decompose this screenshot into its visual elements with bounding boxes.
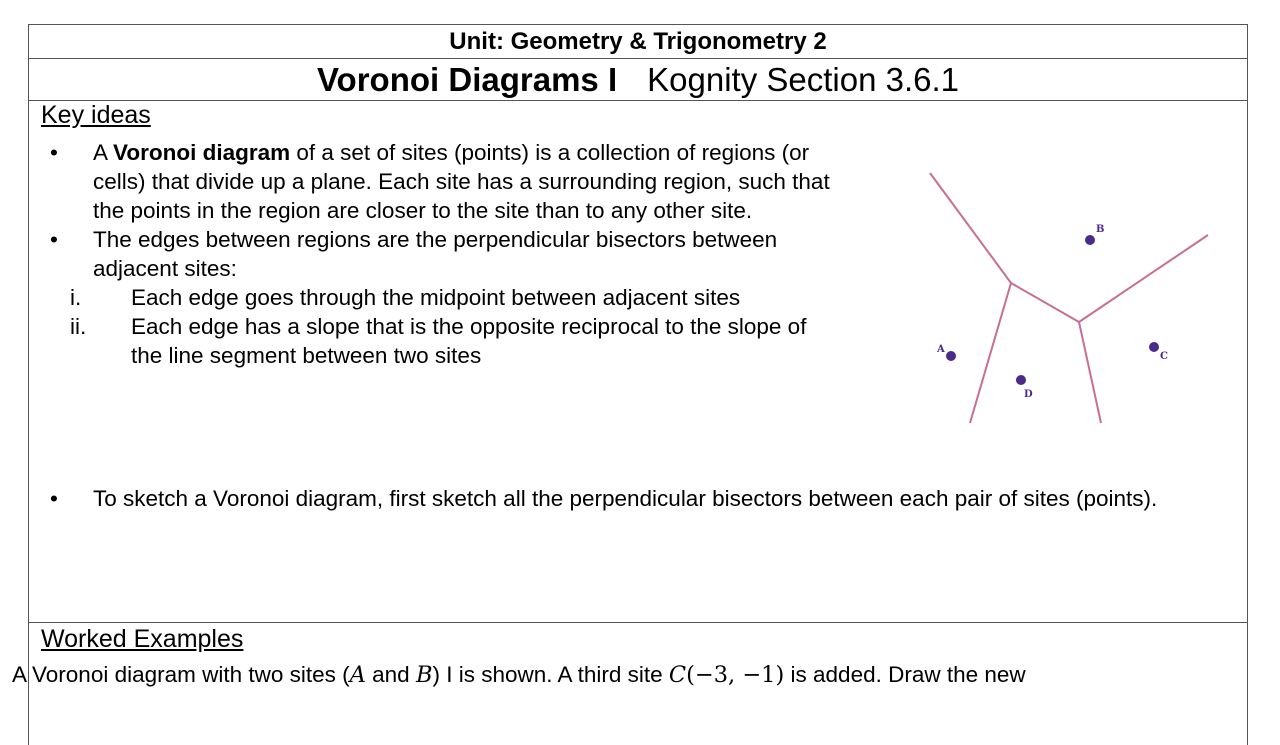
site-label-d: D [1024, 389, 1033, 400]
example-text-3: is added. Draw the new [784, 662, 1026, 687]
voronoi-edge [1079, 322, 1101, 423]
site-point-b [1085, 235, 1095, 245]
math-coords: (−3, −1) [686, 662, 785, 688]
math-site-b: B [415, 662, 433, 688]
sub-item-number: i. [70, 285, 82, 310]
sub-item-midpoint [50, 283, 840, 312]
bullet-sketch-instructions [50, 484, 1200, 513]
example-text-1: A Voronoi diagram with two sites ( [12, 662, 350, 687]
key-ideas-heading: Key ideas [41, 101, 151, 129]
site-point-c [1149, 342, 1159, 352]
title-main: Voronoi Diagrams I [317, 61, 618, 98]
site-label-c: C [1160, 351, 1168, 362]
site-label-b: B [1096, 224, 1105, 235]
voronoi-sites [936, 224, 1168, 400]
sub-item-slope [50, 312, 840, 370]
site-label-a: A [937, 344, 945, 355]
example-text-and: and [365, 662, 416, 687]
bullet3-text: To sketch a Voronoi diagram, first sketch all the perpendicular bisectors between each pair of sites (points). [93, 486, 1158, 511]
bullet-voronoi-definition [50, 138, 840, 225]
bullet-icon: • [50, 140, 58, 165]
bullet1-bold: Voronoi diagram [113, 140, 291, 165]
bullet1-post: of a set of sites (points) is a collection of regions (or cells) that divide up a plane. Each site has a surrounding region, such that the points in the region are closer to the site than to any other site. [93, 140, 830, 223]
worked-example-prompt [12, 660, 1212, 690]
sub-item-text: Each edge goes through the midpoint between adjacent sites [131, 285, 741, 310]
math-site-a: A [349, 662, 366, 688]
voronoi-edge [1079, 235, 1208, 322]
bullet-sketch-body [50, 484, 1200, 513]
worked-examples-heading: Worked Examples [41, 625, 244, 653]
unit-title: Unit: Geometry & Trigonometry 2 [29, 25, 1247, 59]
key-ideas-list [50, 138, 840, 370]
bullet-icon: • [50, 486, 58, 511]
bullet1-pre: A [93, 140, 114, 165]
page-title [29, 59, 1247, 101]
voronoi-edges [930, 173, 1208, 423]
site-point-d [1016, 375, 1026, 385]
site-point-a [946, 351, 956, 361]
sub-item-number: ii. [70, 314, 87, 339]
voronoi-edge [970, 283, 1011, 423]
math-site-c: C [668, 662, 687, 688]
title-section: Kognity Section 3.6.1 [647, 61, 959, 98]
bullet-edges [50, 225, 840, 283]
example-text-2: ) I is shown. A third site [432, 662, 669, 687]
section-divider [29, 622, 1247, 623]
bullet-icon: • [50, 227, 58, 252]
sub-item-text: Each edge has a slope that is the opposite reciprocal to the slope of the line segment between two sites [131, 314, 807, 368]
voronoi-diagram-figure [920, 160, 1220, 430]
voronoi-edge [930, 173, 1011, 283]
voronoi-edge [1011, 283, 1079, 322]
bullet2-text: The edges between regions are the perpendicular bisectors between adjacent sites: [93, 227, 778, 281]
